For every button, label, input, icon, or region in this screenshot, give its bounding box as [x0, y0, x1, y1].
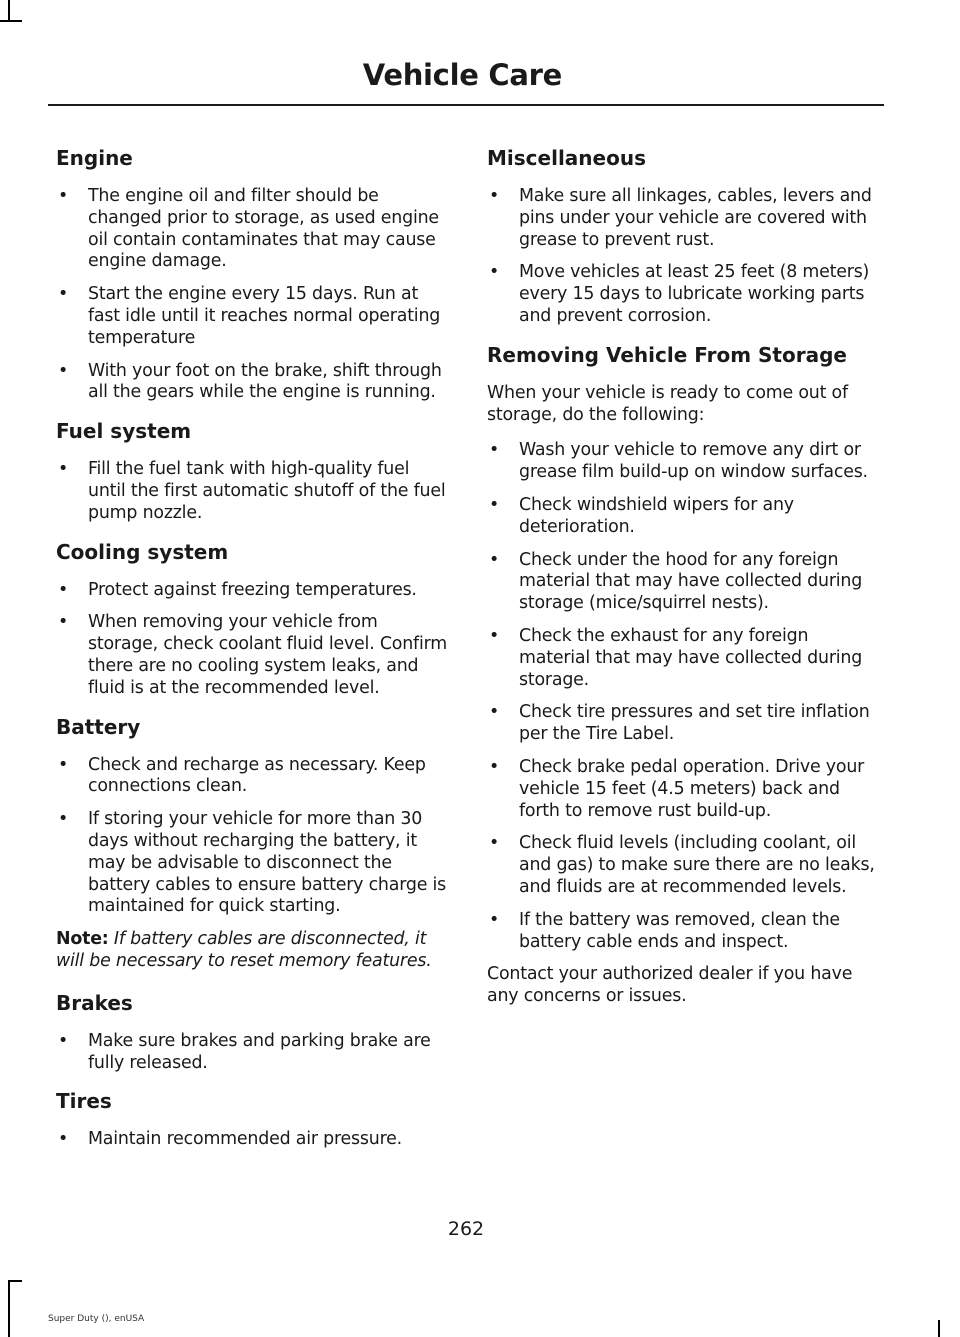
- bullet-icon: •: [489, 440, 500, 461]
- list-item-text: Check windshield wipers for any deterioration.: [519, 494, 794, 537]
- section-heading: Cooling system: [56, 539, 229, 564]
- crop-mark: [8, 1280, 22, 1282]
- list-item-text: Check and recharge as necessary. Keep connections clean.: [88, 754, 426, 797]
- list-item-text: Make sure all linkages, cables, levers and pins under your vehicle are covered with grease to prevent rust.: [519, 186, 872, 250]
- bullet-list: [56, 1129, 448, 1151]
- list-item: [56, 809, 448, 918]
- bullet-icon: •: [58, 284, 69, 305]
- list-item-text: Protect against freezing temperatures.: [88, 579, 417, 600]
- bullet-list: [56, 459, 448, 524]
- bullet-icon: •: [58, 459, 69, 480]
- list-item-text: Move vehicles at least 25 feet (8 meters) every 15 days to lubricate working parts and prevent corrosion.: [519, 262, 870, 326]
- bullet-icon: •: [489, 262, 500, 283]
- bullet-icon: •: [489, 833, 500, 854]
- bullet-icon: •: [489, 702, 500, 723]
- bullet-icon: •: [489, 549, 500, 570]
- list-item: [56, 612, 448, 699]
- list-item: [487, 186, 882, 251]
- bullet-icon: •: [58, 809, 69, 830]
- bullet-list: [56, 186, 448, 404]
- section-heading: Engine: [56, 146, 133, 170]
- bullet-icon: •: [58, 1030, 69, 1051]
- section-heading: Removing Vehicle From Storage: [487, 342, 847, 367]
- list-item: [487, 495, 882, 539]
- list-item-text: If storing your vehicle for more than 30 days without recharging the battery, it may be advisable to disconnect the battery cables to ensure battery charge is maintained for quick starting.: [88, 809, 447, 917]
- bullet-icon: •: [489, 625, 500, 646]
- bullet-icon: •: [489, 494, 500, 515]
- bullet-icon: •: [58, 754, 69, 775]
- list-item: [56, 186, 448, 273]
- note-label: Note:: [56, 929, 109, 950]
- list-item-text: Start the engine every 15 days. Run at fast idle until it reaches normal operating temperature: [88, 284, 441, 348]
- crop-mark: [8, 1280, 10, 1337]
- list-item: [487, 910, 882, 954]
- list-item: [487, 757, 882, 822]
- footer-text: Super Duty (), enUSA: [48, 1314, 145, 1324]
- bullet-list: [487, 186, 882, 328]
- page-number: 262: [447, 1218, 485, 1240]
- right-column: [487, 142, 882, 1022]
- list-item: [56, 755, 448, 799]
- bullet-icon: •: [58, 186, 69, 206]
- section: [56, 142, 448, 404]
- list-item: [487, 702, 882, 746]
- section-heading: Battery: [56, 714, 141, 739]
- list-item: [56, 1129, 448, 1151]
- bullet-icon: •: [489, 909, 500, 930]
- note: [56, 929, 448, 973]
- bullet-icon: •: [58, 1129, 69, 1150]
- section-heading: Tires: [56, 1089, 112, 1114]
- closing-paragraph: Contact your authorized dealer if you have any concerns or issues.: [487, 964, 853, 1007]
- section: [56, 711, 448, 919]
- section: [56, 415, 448, 524]
- list-item: [487, 626, 882, 691]
- list-item-text: If the battery was removed, clean the battery cable ends and inspect.: [519, 909, 840, 952]
- list-item: [56, 580, 448, 602]
- list-item: [56, 284, 448, 349]
- list-item-text: Check the exhaust for any foreign material that may have collected during storage.: [519, 625, 863, 690]
- bullet-list: [487, 440, 882, 953]
- list-item: [487, 833, 882, 898]
- bullet-icon: •: [58, 612, 69, 633]
- bullet-list: [56, 580, 448, 700]
- left-column: [56, 142, 448, 1162]
- list-item: [56, 1031, 448, 1075]
- bullet-icon: •: [489, 186, 500, 206]
- section-heading: Miscellaneous: [487, 146, 646, 170]
- list-item: [56, 361, 448, 405]
- list-item-text: Make sure brakes and parking brake are fully released.: [88, 1030, 431, 1073]
- list-item-text: Wash your vehicle to remove any dirt or grease film build-up on window surfaces.: [519, 440, 868, 483]
- bullet-icon: •: [58, 579, 69, 600]
- crop-mark: [938, 1320, 940, 1337]
- note-text: If battery cables are disconnected, it will be necessary to reset memory features.: [56, 929, 432, 971]
- list-item-text: With your foot on the brake, shift through all the gears while the engine is running.: [88, 360, 442, 403]
- bullet-list: [56, 1031, 448, 1075]
- list-item: [487, 440, 882, 484]
- section: [56, 987, 448, 1075]
- list-item-text: When removing your vehicle from storage, check coolant fluid level. Confirm there are no cooling system leaks, and fluid is at the recommended level.: [88, 612, 447, 698]
- list-item-text: Maintain recommended air pressure.: [88, 1129, 402, 1150]
- crop-mark: [8, 0, 10, 22]
- crop-mark: [0, 20, 22, 22]
- section-heading: Brakes: [56, 990, 133, 1015]
- bullet-list: [56, 755, 448, 919]
- list-item: [487, 262, 882, 327]
- section: [56, 1085, 448, 1151]
- section-heading: Fuel system: [56, 419, 192, 444]
- section: [487, 339, 882, 1008]
- list-item-text: Check under the hood for any foreign material that may have collected during storage (mice/squirrel nests).: [519, 549, 863, 614]
- list-item-text: The engine oil and filter should be changed prior to storage, as used engine oil contain contaminates that may cause engine damage.: [88, 186, 439, 272]
- list-item: [56, 459, 448, 524]
- section: [56, 536, 448, 700]
- list-item-text: Check brake pedal operation. Drive your vehicle 15 feet (4.5 meters) back and forth to remove rust build-up.: [519, 756, 865, 821]
- list-item-text: Fill the fuel tank with high-quality fuel until the first automatic shutoff of the fuel pump nozzle.: [88, 459, 446, 523]
- list-item: [487, 550, 882, 615]
- section: [56, 929, 448, 973]
- list-item-text: Check tire pressures and set tire inflation per the Tire Label.: [519, 702, 870, 745]
- intro-paragraph: When your vehicle is ready to come out of storage, do the following:: [487, 382, 848, 425]
- bullet-icon: •: [489, 756, 500, 777]
- section: [487, 142, 882, 328]
- list-item-text: Check fluid levels (including coolant, oil and gas) to make sure there are no leaks, and fluids are at recommended levels.: [519, 833, 875, 897]
- bullet-icon: •: [58, 360, 69, 381]
- header-divider: [48, 104, 884, 106]
- page-title: Vehicle Care: [362, 58, 562, 92]
